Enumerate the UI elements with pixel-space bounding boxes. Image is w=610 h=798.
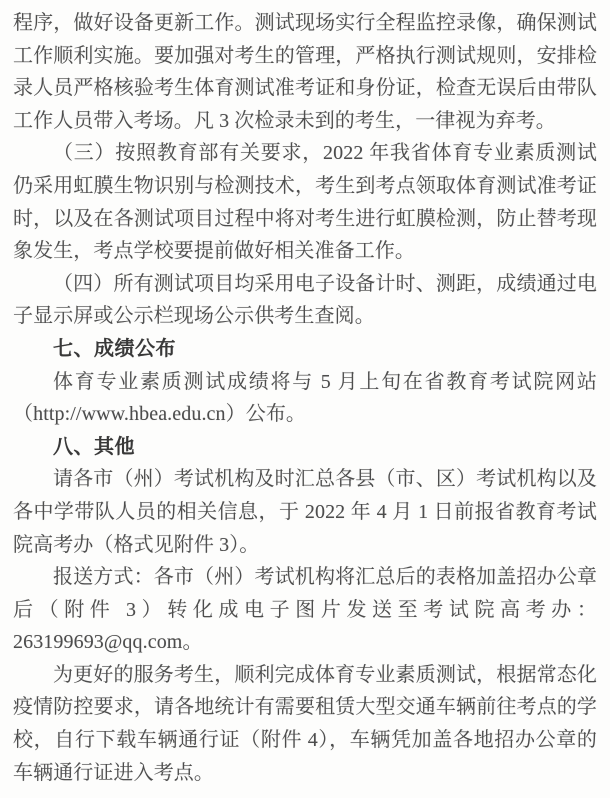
section-heading: 七、成绩公布 <box>53 337 176 360</box>
paragraph: 报送方式：各市（州）考试机构将汇总后的表格加盖招办公章后（附件 3）转化成电子图片发送至考试院高考办：263199693@qq.com。 <box>13 566 597 654</box>
paragraph: （四）所有测试项目均采用电子设备计时、测距，成绩通过电子显示屏或公示栏现场公示供考生查阅。 <box>13 272 597 328</box>
section-heading: 八、其他 <box>53 435 135 458</box>
paragraph: 体育专业素质测试成绩将与 5 月上旬在省教育考试院网站（http://www.hbea.edu.cn）公布。 <box>13 370 597 426</box>
document-body <box>13 7 597 789</box>
paragraph: （三）按照教育部有关要求，2022 年我省体育专业素质测试仍采用虹膜生物识别与检测技术，考生到考点领取体育测试准考证时，以及在各测试项目过程中将对考生进行虹膜检测，防止替考现象发生，考点学校要提前做好相关准备工作。 <box>13 142 597 263</box>
paragraph: 程序，做好设备更新工作。测试现场实行全程监控录像，确保测试工作顺利实施。要加强对考生的管理，严格执行测试规则，安排检录人员严格核验考生体育测试准考证和身份证，检查无误后由带队工作人员带入考场。凡 3 次检录未到的考生，一律视为弃考。 <box>13 12 597 132</box>
paragraph: 请各市（州）考试机构及时汇总各县（市、区）考试机构以及各中学带队人员的相关信息，于 2022 年 4 月 1 日前报省教育考试院高考办（格式见附件 3）。 <box>13 468 597 556</box>
paragraph: 为更好的服务考生，顺利完成体育专业素质测试，根据常态化疫情防控要求，请各地统计有需要租赁大型交通车辆前往考点的学校，自行下载车辆通行证（附件 4），车辆凭加盖各地招办公章的车辆通行证进入考点。 <box>13 663 597 784</box>
